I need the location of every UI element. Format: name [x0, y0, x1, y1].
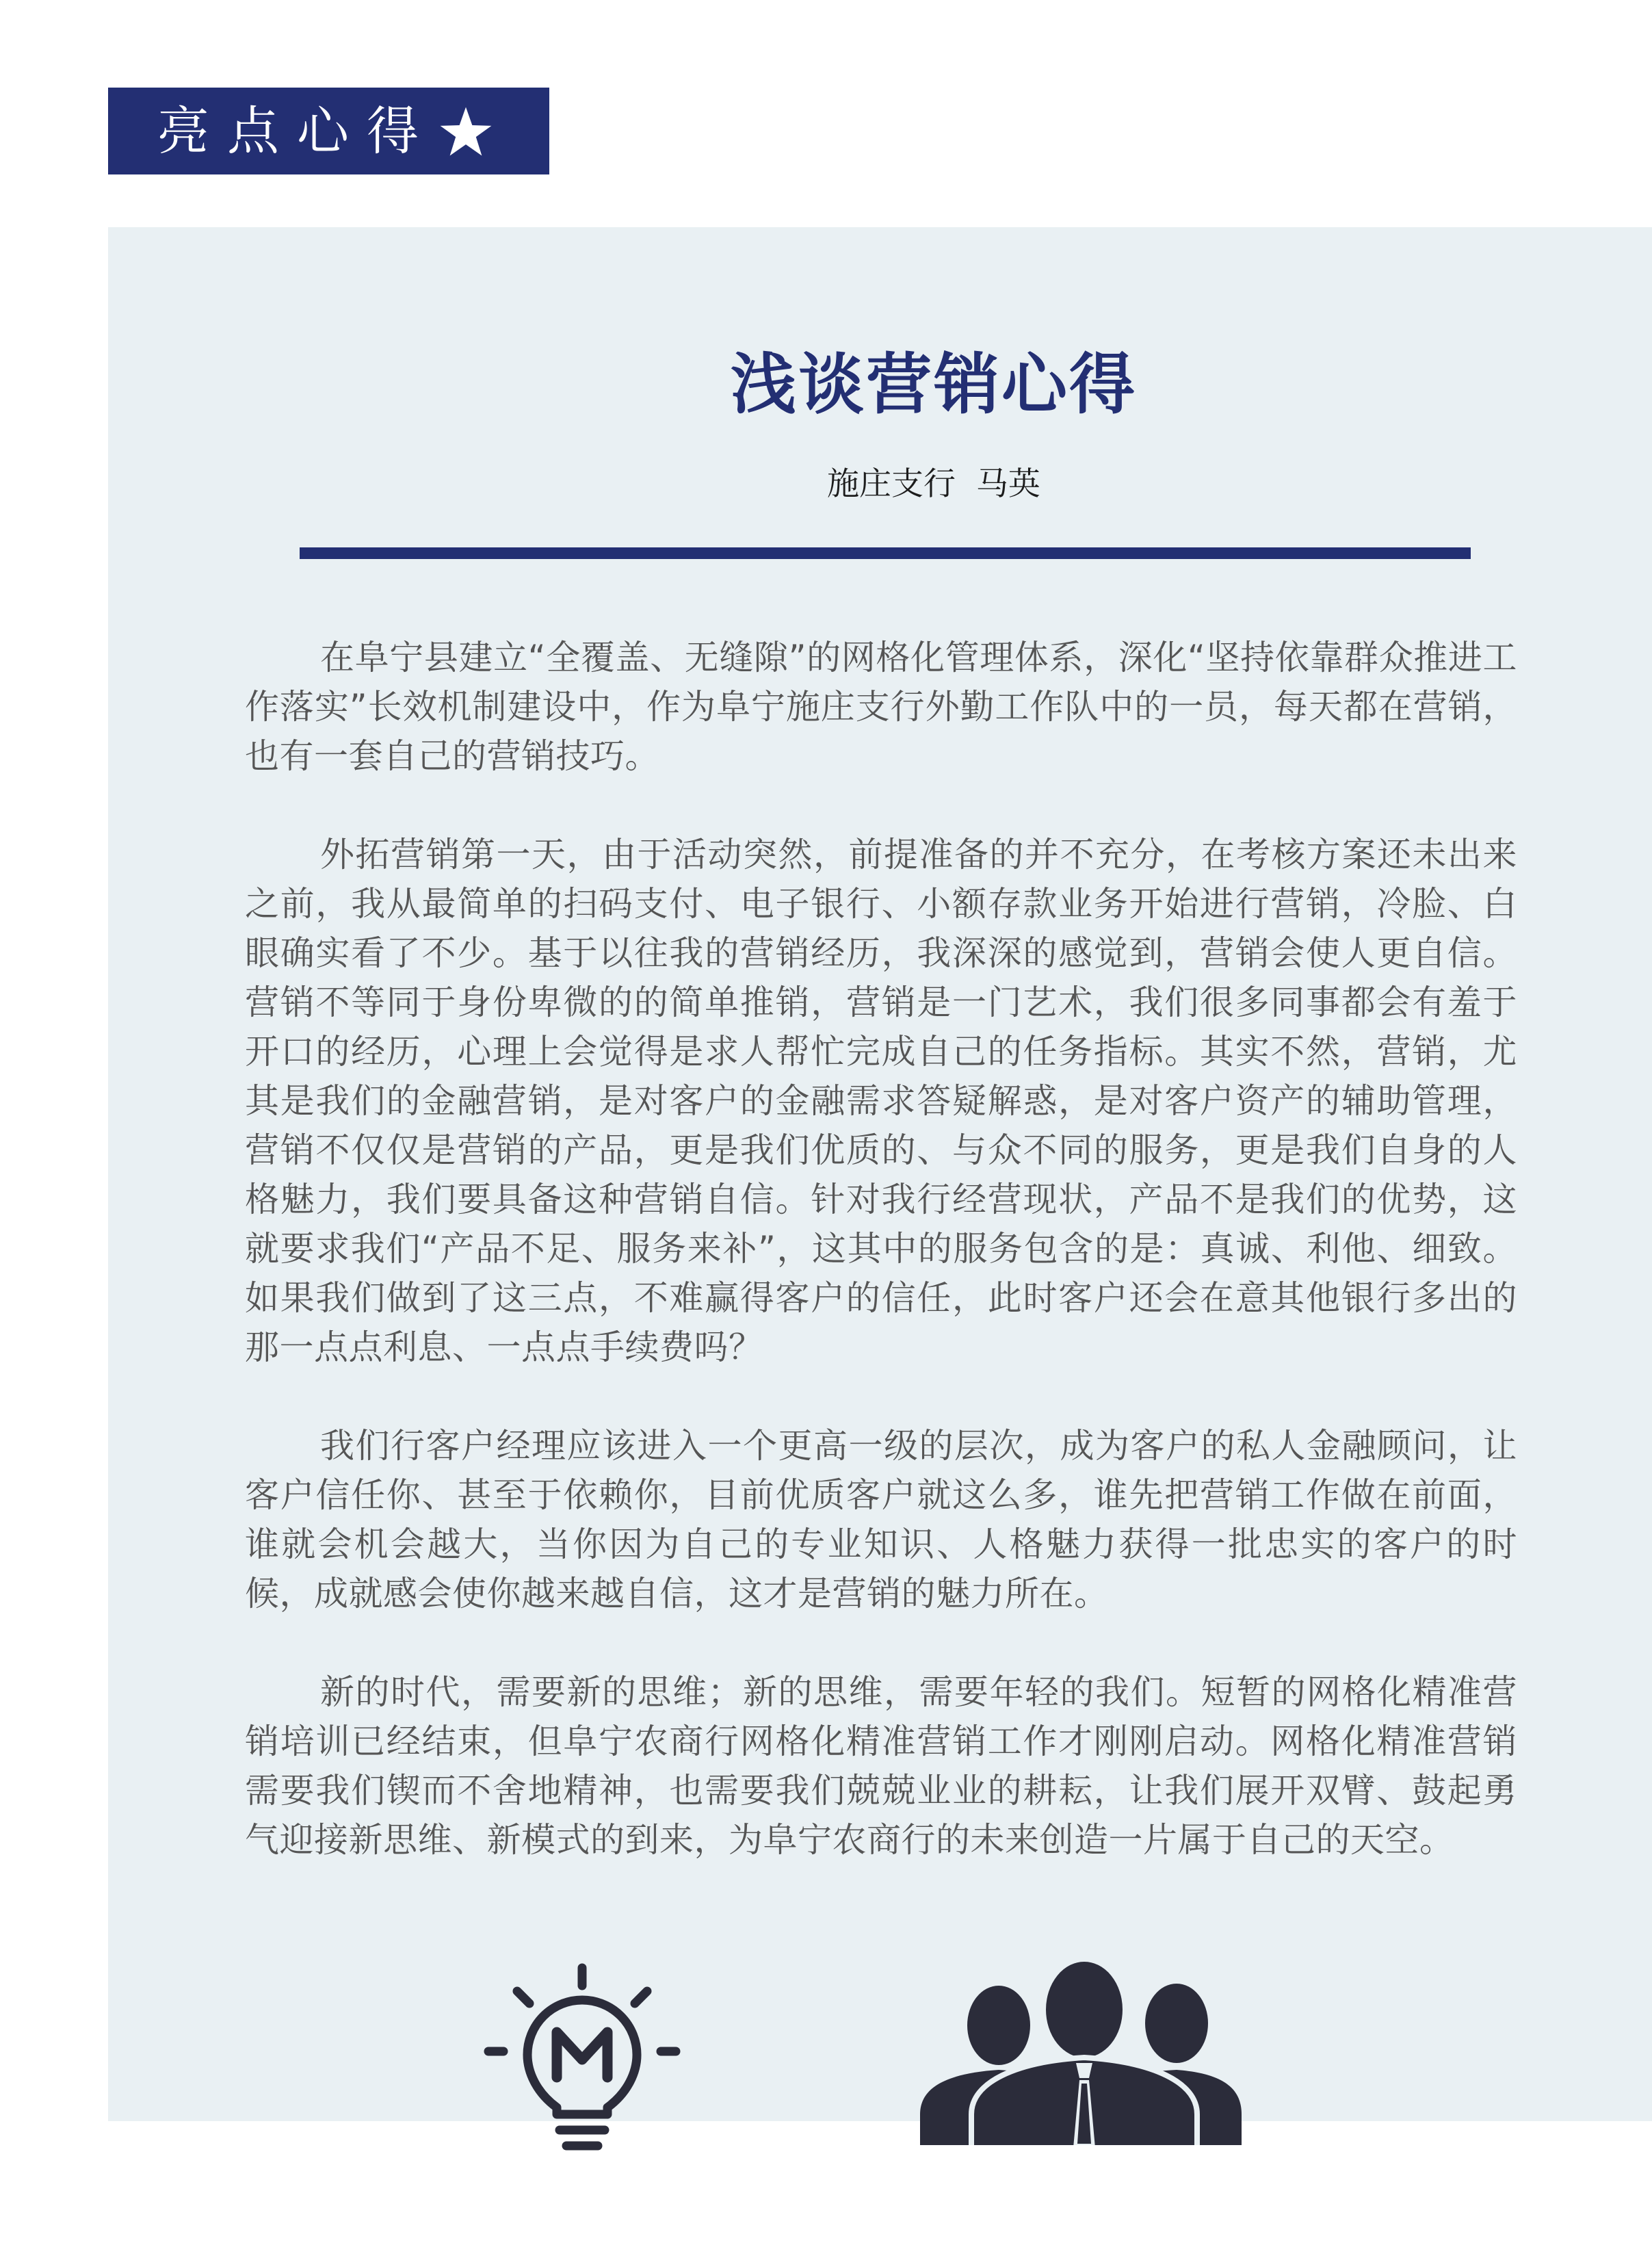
article-paragraph: 在阜宁县建立“全覆盖、无缝隙”的网格化管理体系，深化“坚持依靠群众推进工作落实”长效机制建设中，作为阜宁施庄支行外勤工作队中的一员，每天都在营销，也有一套自己的营销技巧。 [245, 638, 1517, 776]
lightbulb-icon [483, 1962, 681, 2154]
star-icon [439, 106, 493, 157]
article-title: 浅谈营销心得 [731, 346, 1137, 423]
article-paragraph: 我们行客户经理应该进入一个更高一级的层次，成为客户的私人金融顾问，让客户信任你、甚至于依赖你，目前优质客户就这么多，谁先把营销工作做在前面，谁就会机会越大，当你因为自己的专业知识、人格魅力获得一批忠实的客户的时候，成就感会使你越来越自信，这才是营销的魅力所在。 [245, 1426, 1517, 1613]
section-tag-label: 亮点心得 [157, 100, 436, 161]
article-paragraph: 外拓营销第一天，由于活动突然，前提准备的并不充分，在考核方案还未出来之前，我从最简单的扫码支付、电子银行、小额存款业务开始进行营销，冷脸、白眼确实看了不少。基于以往我的营销经历，我深深的感觉到，营销会使人更自信。营销不等同于身份卑微的的简单推销，营销是一门艺术，我们很多同事都会有羞于开口的经历，心理上会觉得是求人帮忙完成自己的任务指标。其实不然，营销，尤其是我们的金融营销，是对客户的金融需求答疑解惑，是对客户资产的辅助管理，营销不仅仅是营销的产品，更是我们优质的、与众不同的服务，更是我们自身的人格魅力，我们要具备这种营销自信。针对我行经营现状，产品不是我们的优势，这就要求我们“产品不足、服务来补”，这其中的服务包含的是：真诚、利他、细致。如果我们做到了这三点，不难赢得客户的信任，此时客户还会在意其他银行多出的那一点点利息、一点点手续费吗？ [245, 835, 1517, 1367]
title-divider [300, 547, 1471, 559]
article-body [245, 633, 1517, 1914]
article-byline: 施庄支行 马英 [827, 465, 1040, 503]
people-group-icon [920, 1960, 1242, 2145]
section-tag [108, 88, 549, 174]
article-paragraph: 新的时代，需要新的思维；新的思维，需要年轻的我们。短暂的网格化精准营销培训已经结束，但阜宁农商行网格化精准营销工作才刚刚启动。网格化精准营销需要我们锲而不舍地精神，也需要我们兢兢业业的耕耘，让我们展开双臂、鼓起勇气迎接新思维、新模式的到来，为阜宁农商行的未来创造一片属于自己的天空。 [245, 1672, 1517, 1860]
